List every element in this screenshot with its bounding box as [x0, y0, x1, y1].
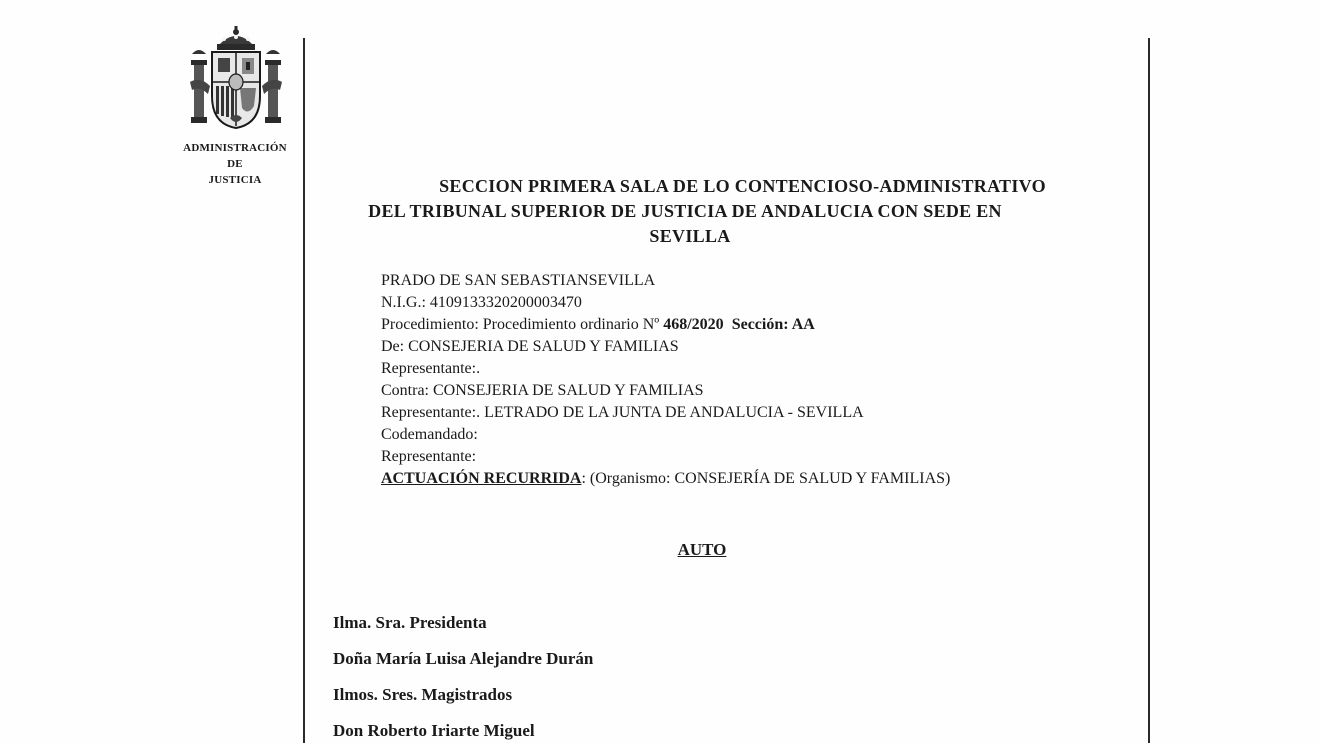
- representative-row-3: Representante:: [381, 448, 477, 465]
- against-value: CONSEJERIA DE SALUD Y FAMILIAS: [433, 382, 704, 399]
- from-row: [381, 336, 1121, 358]
- court-heading-line-3: SEVILLA: [649, 226, 731, 246]
- spain-coat-of-arms-icon: [188, 24, 284, 132]
- presidenta-title: Ilma. Sra. Presidenta: [333, 613, 487, 632]
- section-label: Sección:: [723, 316, 792, 333]
- section-value: AA: [791, 316, 815, 333]
- organization-name: [160, 140, 310, 188]
- court-heading: [330, 174, 1110, 249]
- procedure-label: Procedimiento: Procedimiento ordinario Nº: [381, 316, 664, 333]
- against-label: Contra:: [381, 382, 433, 399]
- organization-name-line-1: ADMINISTRACIÓN: [183, 142, 287, 154]
- appealed-action-value: : (Organismo: CONSEJERÍA DE SALUD Y FAMILIAS): [581, 470, 951, 487]
- against-row: [381, 380, 1121, 402]
- nig-row: [381, 292, 1121, 314]
- from-label: De:: [381, 338, 409, 355]
- magistrado-name: Don Roberto Iriarte Miguel: [333, 721, 535, 740]
- appealed-action-row: [381, 468, 1121, 490]
- presidenta-name: Doña María Luisa Alejandre Durán: [333, 649, 594, 668]
- court-address: PRADO DE SAN SEBASTIANSEVILLA: [381, 272, 656, 289]
- court-heading-line-1: SECCION PRIMERA SALA DE LO CONTENCIOSO-ADMINISTRATIVO: [439, 176, 1046, 196]
- organization-name-line-3: JUSTICIA: [208, 174, 262, 186]
- codefendant-row: Codemandado:: [381, 426, 478, 443]
- representative-2-value: LETRADO DE LA JUNTA DE ANDALUCIA - SEVILLA: [484, 404, 864, 421]
- procedure-row: [381, 314, 1121, 336]
- representative-row-1: Representante:.: [381, 360, 481, 377]
- document-title: AUTO: [677, 540, 727, 559]
- appealed-action-label: ACTUACIÓN RECURRIDA: [381, 470, 582, 487]
- court-heading-line-2: DEL TRIBUNAL SUPERIOR DE JUSTICIA DE ANDALUCIA CON SEDE EN: [368, 201, 1002, 221]
- representative-2-label: Representante:.: [381, 404, 485, 421]
- magistrates-list: [333, 612, 1033, 750]
- magistrados-title: Ilmos. Sres. Magistrados: [333, 685, 513, 704]
- case-details: [381, 270, 1121, 490]
- representative-row-2: [381, 402, 1121, 424]
- nig-label: N.I.G.:: [381, 294, 430, 311]
- from-value: CONSEJERIA DE SALUD Y FAMILIAS: [408, 338, 679, 355]
- procedure-number: 468/2020: [663, 316, 724, 333]
- nig-value: 4109133320200003470: [429, 294, 582, 311]
- right-margin-rule: [1148, 38, 1150, 743]
- organization-name-line-2: DE: [227, 158, 243, 170]
